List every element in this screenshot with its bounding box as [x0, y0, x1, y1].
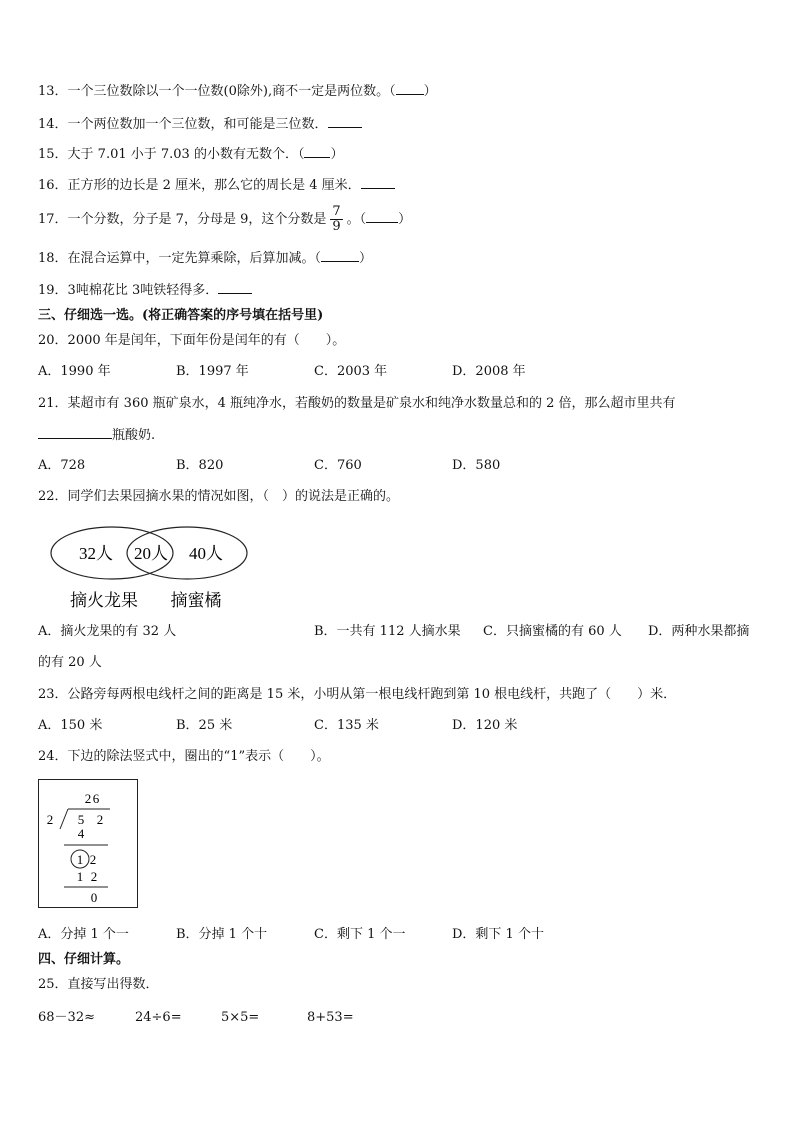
- q22-option-d-cont: 的有 20 人: [38, 655, 102, 670]
- q23-option-c[interactable]: C．135 米: [314, 718, 379, 733]
- calc-item: 8+53=: [307, 1010, 354, 1025]
- q20-option-a[interactable]: A．1990 年: [38, 364, 111, 379]
- q23-option-a[interactable]: A．150 米: [38, 718, 103, 733]
- q20-option-b[interactable]: B．1997 年: [176, 364, 249, 379]
- venn-left-label: 摘火龙果: [70, 591, 138, 610]
- q24-option-a[interactable]: A．分掉 1 个一: [38, 927, 129, 942]
- q22-option-b[interactable]: B．一共有 112 人摘水果: [314, 624, 461, 639]
- section-4-heading: 四、仔细计算。: [38, 952, 130, 967]
- dividend-ones: 2: [96, 812, 104, 827]
- dividend-tens: 5: [77, 812, 85, 827]
- calc-item: 5×5=: [221, 1010, 260, 1025]
- answer-blank[interactable]: [366, 210, 398, 223]
- question-24: 24．下边的除法竖式中，圈出的“1”表示（ ）。: [38, 749, 330, 764]
- question-20: 20．2000 年是闰年，下面年份是闰年的有（ ）。: [38, 333, 346, 348]
- section-3-heading: 三、仔细选一选。(将正确答案的序号填在括号里): [38, 308, 324, 323]
- question-16: 16．正方形的边长是 2 厘米，那么它的周长是 4 厘米．: [38, 176, 395, 195]
- question-14: 14．一个两位数加一个三位数，和可能是三位数．: [38, 115, 362, 134]
- question-18: 18．在混合运算中，一定先算乘除，后算加减。（ ）: [38, 251, 373, 266]
- subtract-2-tens: 1: [76, 869, 84, 884]
- venn-right-label: 摘蜜橘: [170, 591, 222, 610]
- question-17: 17．一个分数，分子是 7，分母是 9，这个分数是 $\frac{7}{9}$ 。（ ）: [38, 204, 412, 234]
- q21-option-c[interactable]: C．760: [314, 458, 362, 473]
- fraction: $\frac{7}{9}$: [332, 204, 341, 234]
- question-21: 21．某超市有 360 瓶矿泉水，4 瓶纯净水，若酸奶的数量是矿泉水和纯净水数量总和的 2 倍，那么超市里共有: [38, 396, 676, 411]
- division-bracket: [60, 809, 68, 829]
- quotient-ones: 6: [92, 791, 100, 806]
- calc-item: 24÷6=: [135, 1010, 182, 1025]
- q22-option-c[interactable]: C．只摘蜜橘的有 60 人: [483, 624, 622, 639]
- answer-blank[interactable]: [218, 281, 252, 294]
- divisor: 2: [46, 812, 54, 827]
- q21-option-b[interactable]: B．820: [176, 458, 224, 473]
- q23-option-d[interactable]: D．120 米: [452, 718, 518, 733]
- question-19: 19．3吨棉花比 3吨铁轻得多．: [38, 281, 252, 300]
- circled-digit: 1: [76, 852, 84, 867]
- q21-option-a[interactable]: A．728: [38, 458, 86, 473]
- venn-diagram: [46, 526, 256, 618]
- remainder-ones: 2: [89, 852, 97, 867]
- q24-option-d[interactable]: D．剩下 1 个十: [452, 927, 544, 942]
- question-21-cont: 瓶酸奶.: [38, 426, 155, 445]
- question-25: 25．直接写出得数．: [38, 977, 159, 992]
- answer-blank[interactable]: [38, 426, 112, 439]
- answer-blank[interactable]: [321, 249, 359, 262]
- q22-option-d[interactable]: D．两种水果都摘: [648, 624, 750, 639]
- q24-option-b[interactable]: B．分掉 1 个十: [176, 927, 268, 942]
- q20-option-c[interactable]: C．2003 年: [314, 364, 388, 379]
- answer-blank[interactable]: [361, 176, 395, 189]
- answer-blank[interactable]: [328, 115, 362, 128]
- quotient-tens: 2: [84, 791, 92, 806]
- q20-option-d[interactable]: D．2008 年: [452, 364, 526, 379]
- question-15: 15．大于 7.01 小于 7.03 的小数有无数个．（ ）: [38, 147, 344, 162]
- venn-middle-value: 20人: [134, 544, 168, 563]
- long-division: [38, 779, 139, 911]
- q22-option-a[interactable]: A．摘火龙果的有 32 人: [38, 624, 177, 639]
- q21-option-d[interactable]: D．580: [452, 458, 501, 473]
- venn-left-value: 32人: [79, 544, 113, 563]
- q24-option-c[interactable]: C．剩下 1 个一: [314, 927, 406, 942]
- subtract-1: 4: [77, 826, 85, 841]
- venn-right-value: 40人: [189, 544, 223, 563]
- q23-option-b[interactable]: B．25 米: [176, 718, 233, 733]
- final-remainder: 0: [90, 890, 98, 905]
- question-22: 22．同学们去果园摘水果的情况如图，（ ）的说法是正确的。: [38, 489, 400, 504]
- question-23: 23．公路旁每两根电线杆之间的距离是 15 米，小明从第一根电线杆跑到第 10 根电线杆，共跑了（ ）米．: [38, 687, 677, 702]
- subtract-2-ones: 2: [90, 869, 98, 884]
- calc-item: 68－32≈: [38, 1010, 95, 1025]
- answer-blank[interactable]: [304, 145, 330, 158]
- answer-blank[interactable]: [396, 82, 424, 95]
- question-13: 13．一个三位数除以一个一位数(0除外),商不一定是两位数。（ ）: [38, 84, 437, 99]
